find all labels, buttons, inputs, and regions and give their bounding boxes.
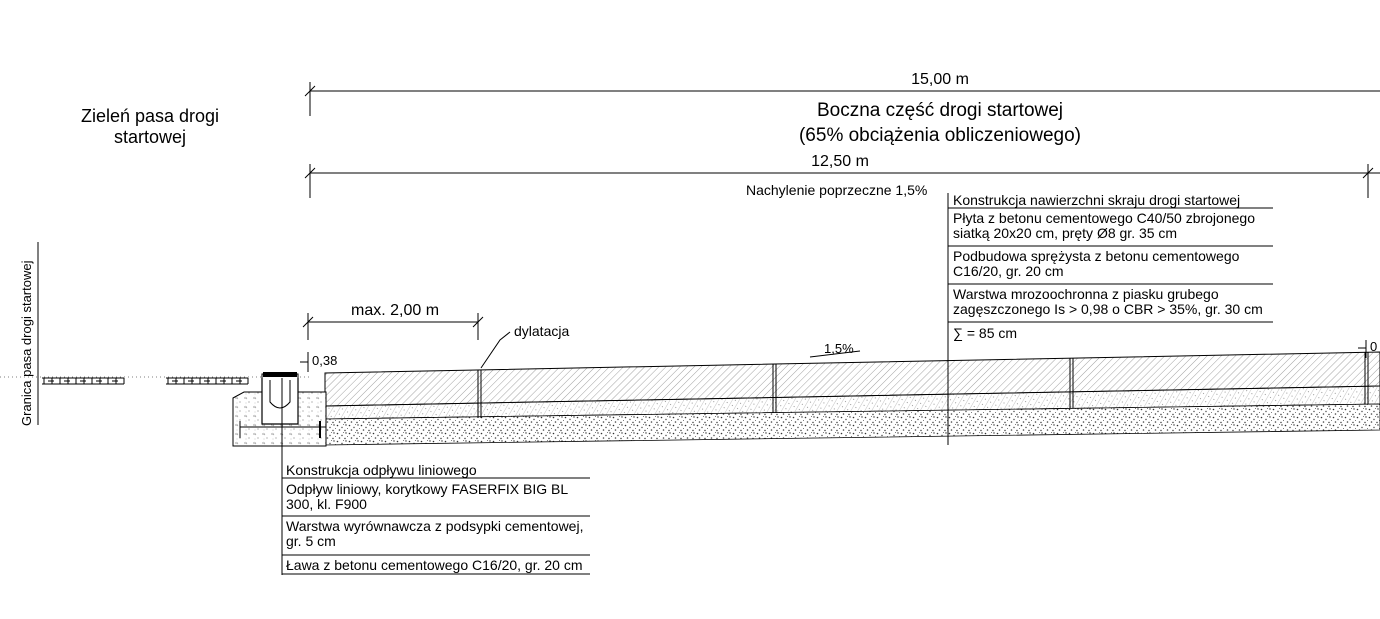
cross-slope-label: Nachylenie poprzeczne 1,5% [746, 182, 928, 198]
runway-part-title: Boczna część drogi startowej [816, 100, 1064, 121]
pavement-table-row-sum: ∑ = 85 cm [953, 325, 1018, 341]
pavement-table-row-frost: Warstwa mrozoochronna z piasku grubego zagęszczonego Is > 0,98 o CBR > 35%, gr. 30 cm [953, 286, 1263, 317]
green-zone-title-line1: Zieleń pasa drogi [80, 106, 220, 126]
drain-table-header: Konstrukcja odpływu liniowego [286, 462, 477, 478]
joint-leader [481, 332, 510, 368]
joint-label: dylatacja [514, 323, 570, 339]
pavement-table-header: Konstrukcja nawierzchni skraju drogi startowej [953, 192, 1241, 208]
drain-table-row-channel: Odpływ liniowy, korytkowy FASERFIX BIG BL 300, kl. F900 [286, 481, 568, 512]
load-info: (65% obciążenia obliczeniowego) [798, 125, 1081, 146]
green-zone-title [40, 106, 260, 147]
max-distance-label: max. 2,00 m [350, 302, 440, 319]
drain-table-row-bench: Ława z betonu cementowego C16/20, gr. 20 cm [286, 557, 583, 573]
pavement-table-row-slab: Płyta z betonu cementowego C40/50 zbrojonego siatką 20x20 cm, pręty Ø8 gr. 35 cm [953, 210, 1255, 241]
level-right-label: 0 [1370, 339, 1378, 354]
total-width-label: 15,00 m [911, 71, 969, 88]
boundary-label: Granica pasa drogi startowej [19, 260, 34, 426]
pavement-table-row-subbase: Podbudowa sprężysta z betonu cementowego C16/20, gr. 20 cm [953, 248, 1240, 279]
level-left-label: 0,38 [312, 353, 338, 368]
green-zone-title-line2: startowej [113, 126, 187, 147]
grass-symbol [42, 378, 248, 384]
linear-drain [233, 372, 326, 446]
paved-width-label: 12,50 m [811, 153, 869, 170]
slope-label: 1,5% [824, 341, 854, 356]
drain-table-row-levelling: Warstwa wyrównawcza z podsypki cementowej, gr. 5 cm [286, 518, 584, 549]
